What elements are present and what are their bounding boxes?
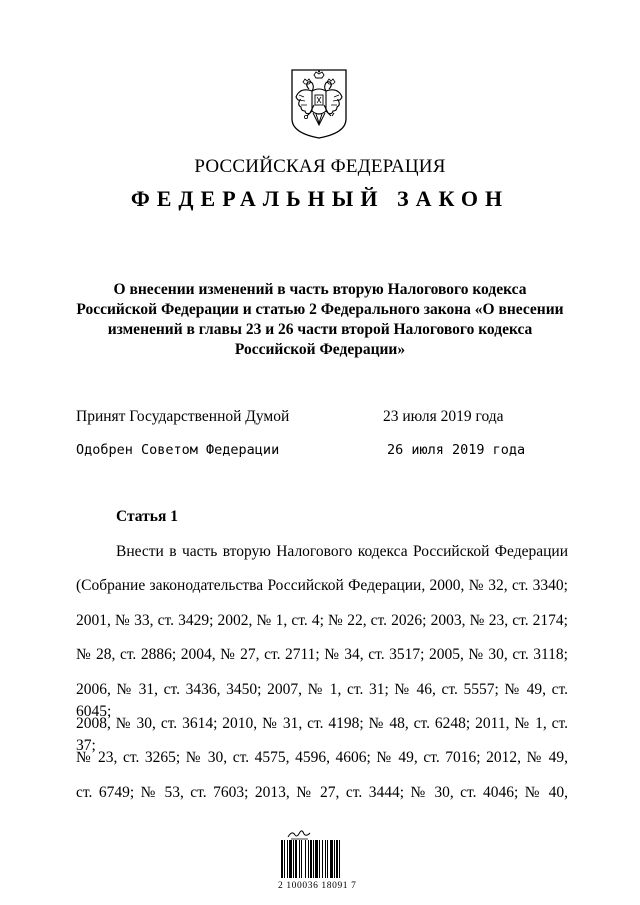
law-title-line: Российской Федерации и статью 2 Федерального закона «О внесении — [76, 301, 564, 318]
council-approval-date: 26 июля 2019 года — [387, 442, 526, 458]
article-text-line: 2006, № 31, ст. 3436, 3450; 2007, № 1, ст. 31; № 46, ст. 5557; № 49, ст. 6045; — [76, 680, 568, 720]
article-text-line: (Собрание законодательства Российской Федерации, 2000, № 32, ст. 3340; — [76, 577, 568, 595]
law-title — [60, 280, 580, 360]
article-text — [76, 541, 568, 816]
country-heading: РОССИЙСКАЯ ФЕДЕРАЦИЯ — [194, 156, 446, 177]
article-text-line: Внести в часть вторую Налогового кодекса Российской Федерации — [116, 543, 568, 560]
law-title-line: Российской Федерации» — [234, 341, 406, 358]
duma-adoption-label: Принят Государственной Думой — [76, 408, 290, 425]
article-heading: Статья 1 — [116, 508, 178, 525]
law-title-line: изменений в главы 23 и 26 части второй Налогового кодекса — [107, 321, 533, 338]
council-approval-label: Одобрен Советом Федерации — [76, 442, 280, 458]
document-footer — [0, 826, 640, 904]
article-text-line: № 28, ст. 2886; 2004, № 27, ст. 2711; № 34, ст. 3517; 2005, № 30, ст. 3118; — [76, 646, 568, 664]
article-text-line: № 23, ст. 3265; № 30, ст. 4575, 4596, 4606; № 49, ст. 7016; 2012, № 49, — [76, 749, 568, 767]
document-type-heading: ФЕДЕРАЛЬНЫЙ ЗАКОН — [130, 186, 510, 211]
barcode-icon — [280, 840, 362, 878]
duma-adoption-date: 23 июля 2019 года — [383, 408, 504, 425]
article-text-line: 2008, № 30, ст. 3614; 2010, № 31, ст. 4198; № 48, ст. 6248; 2011, № 1, ст. 37; — [76, 714, 568, 754]
handwritten-mark-icon — [286, 828, 312, 840]
law-title-line: О внесении изменений в часть вторую Налогового кодекса — [113, 281, 527, 298]
article-text-line: ст. 6749; № 53, ст. 7603; 2013, № 27, ст. 3444; № 30, ст. 4046; № 40, — [76, 783, 568, 801]
barcode-number: 2 100036 18091 7 — [278, 881, 357, 891]
russian-coat-of-arms-icon — [288, 67, 350, 139]
article-text-line: 2001, № 33, ст. 3429; 2002, № 1, ст. 4; № 22, ст. 2026; 2003, № 23, ст. 2174; — [76, 611, 568, 629]
